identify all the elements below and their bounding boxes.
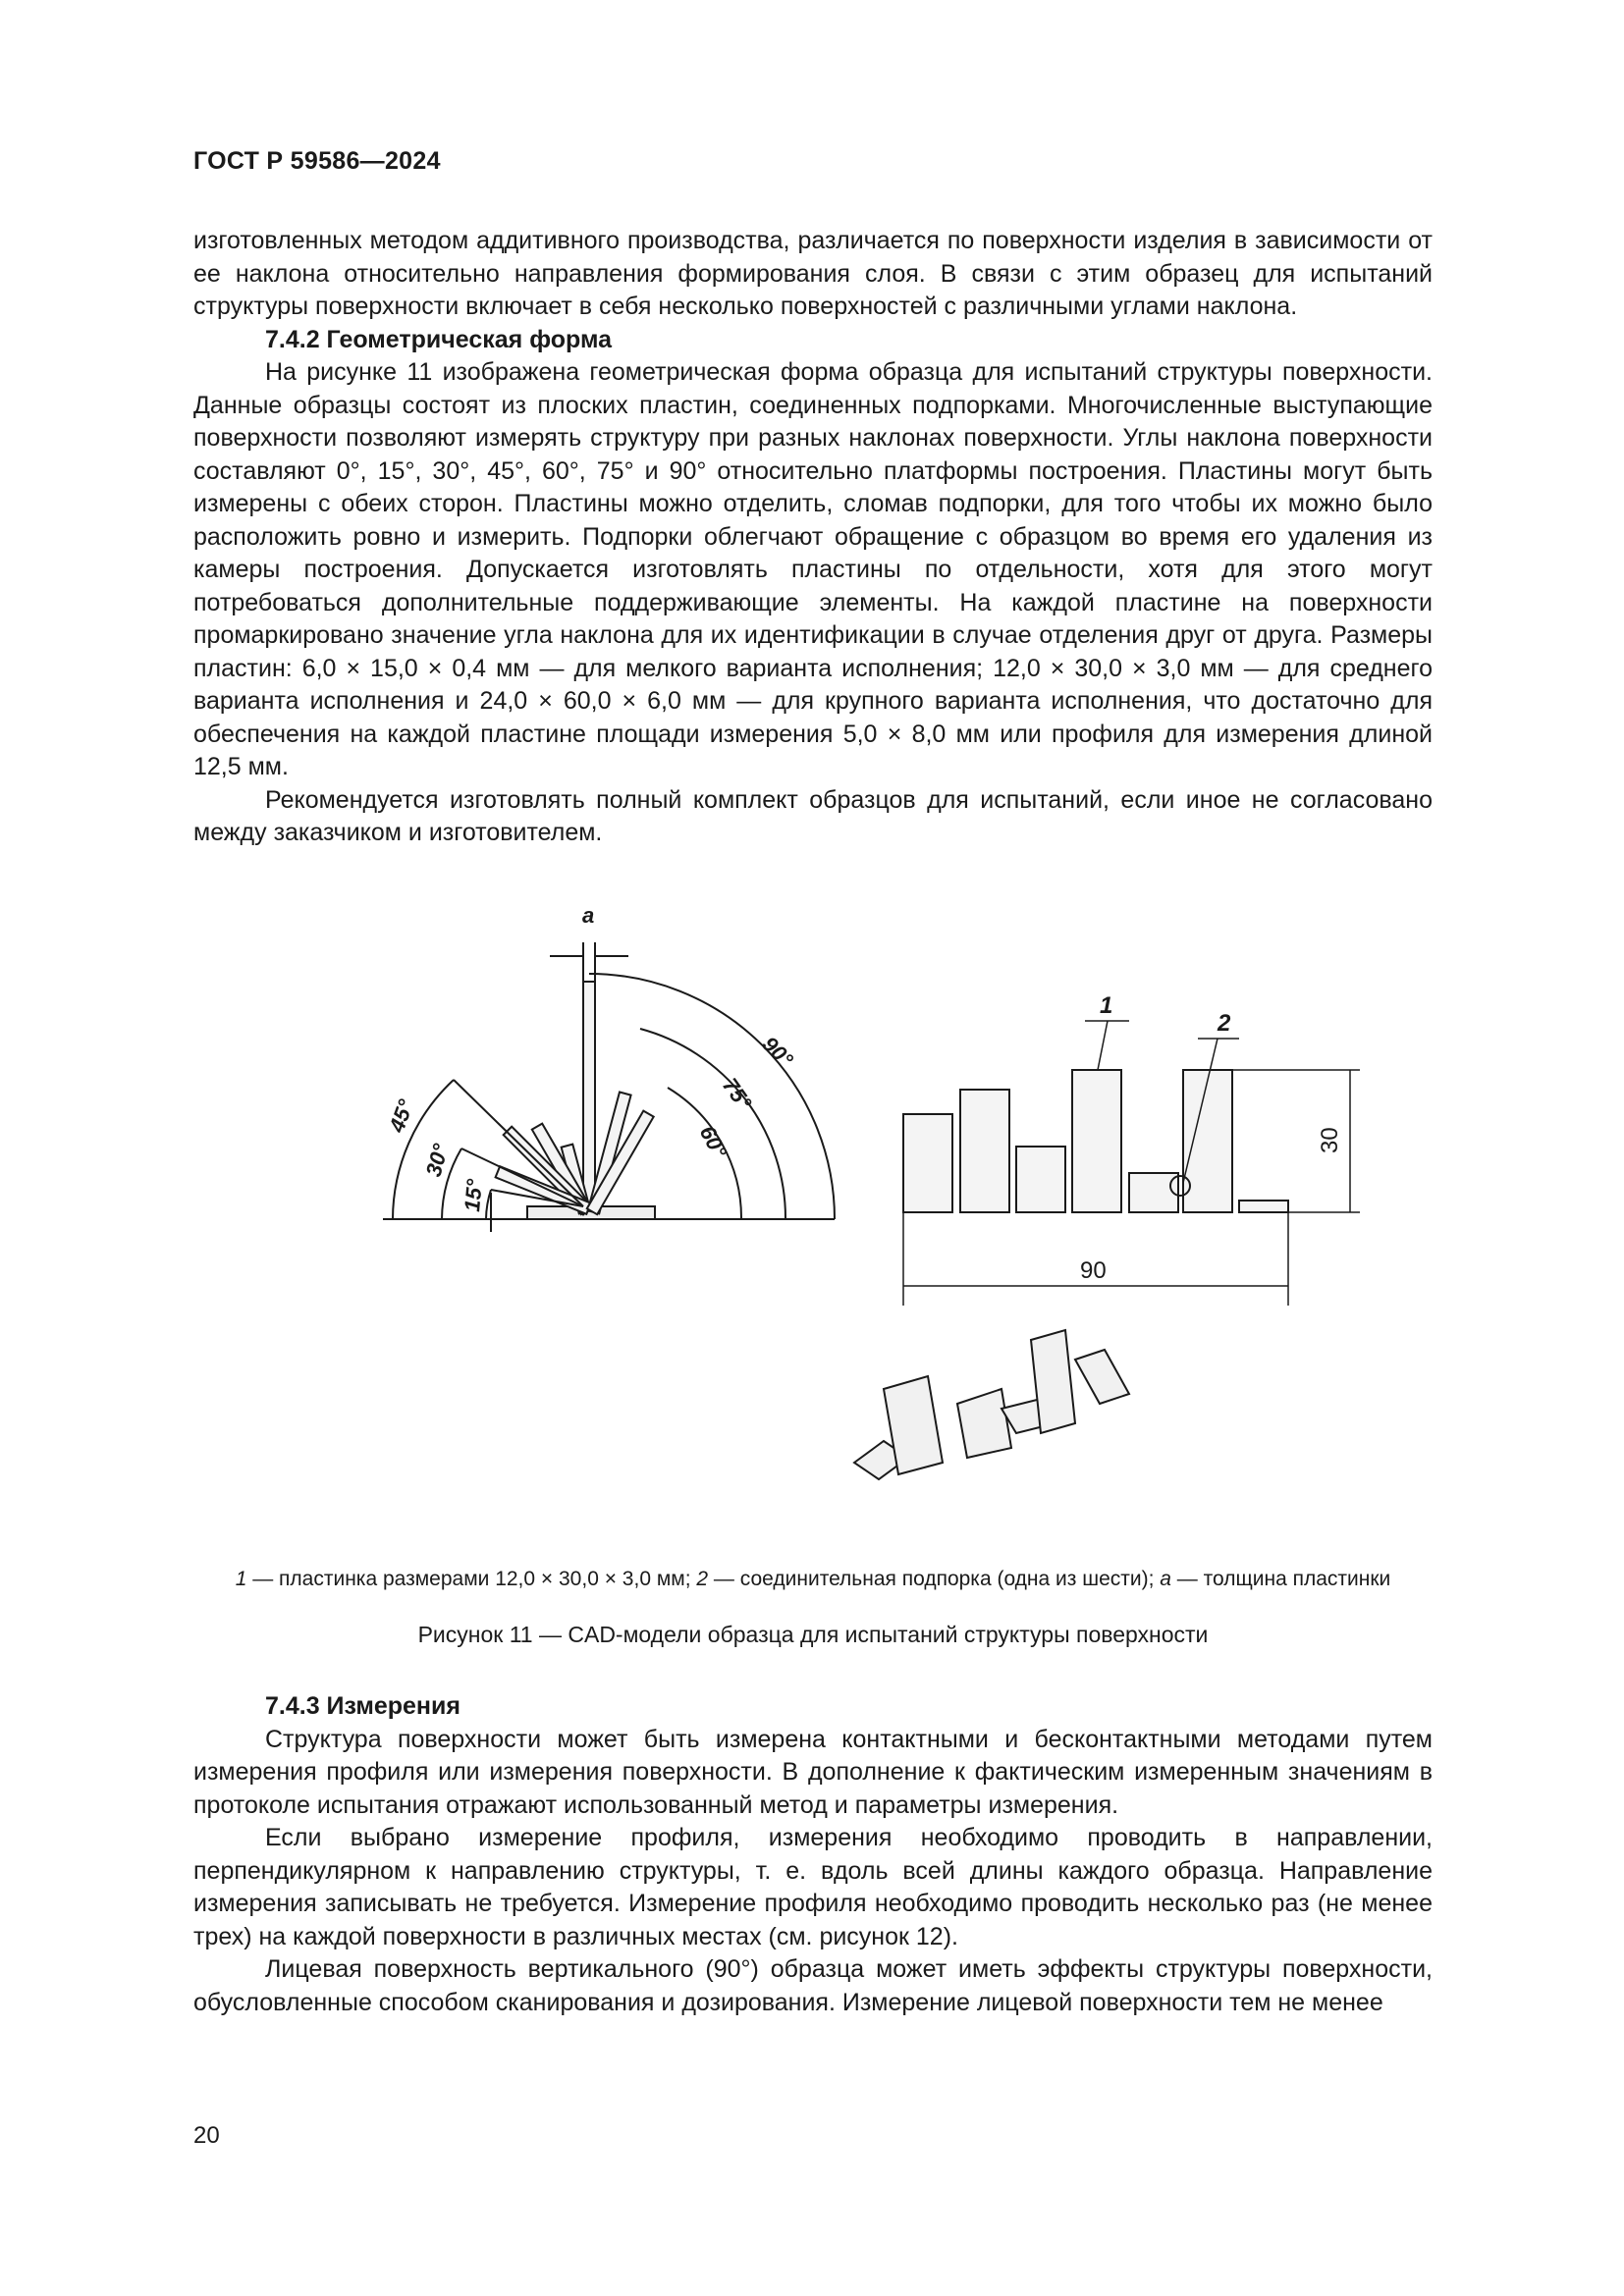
front-plate-6 — [1183, 1070, 1232, 1212]
figure-caption: Рисунок 11 — CAD-модели образца для испытаний структуры поверхности — [417, 1622, 1209, 1647]
side-view — [383, 942, 835, 1232]
angle-label-75: 75° — [717, 1073, 757, 1115]
leader-1 — [1098, 1021, 1108, 1070]
front-plate-7 — [1239, 1201, 1288, 1212]
callout-2: 2 — [1218, 1010, 1231, 1037]
legend-key-1: 1 — [235, 1568, 247, 1590]
angle-label-15: 15° — [460, 1178, 487, 1213]
section-heading-7-4-3: 7.4.3 Измерения — [265, 1692, 460, 1720]
isometric-view — [854, 1330, 1129, 1479]
iso-plate-6 — [1075, 1350, 1129, 1404]
callout-1: 1 — [1100, 992, 1113, 1019]
legend-key-2: 2 — [696, 1568, 709, 1590]
figure-legend — [193, 1568, 1433, 1591]
height-dimension: 30 — [1317, 1127, 1343, 1153]
front-plate-3 — [1016, 1147, 1065, 1212]
paragraph-measurements-3: Лицевая поверхность вертикального (90°) образца может иметь эффекты структуры поверхности, обусловленные способом сканирования и дозирования. Измерение лицевой поверхности тем не менее — [193, 1955, 1433, 2016]
front-plate-5 — [1129, 1173, 1178, 1212]
legend-text-a: — толщина пластинки — [1170, 1568, 1391, 1590]
front-plate-2 — [960, 1090, 1009, 1212]
plate-90 — [583, 982, 595, 1206]
paragraph-measurements-2: Если выбрано измерение профиля, измерения необходимо проводить в направлении, перпендикулярном к направлению структуры, т. е. вдоль всей длины каждого образца. Направление измерения записывать не требуется. Измерение профиля необходимо проводить несколько раз (не менее трех) на каждой поверхности в различных местах (см. рисунок 12). — [193, 1824, 1433, 1950]
page-number: 20 — [193, 2122, 220, 2149]
body-text-bottom — [193, 1690, 1433, 2019]
thickness-label-a: a — [582, 903, 595, 928]
iso-plate-3 — [957, 1389, 1011, 1458]
width-dimension: 90 — [1080, 1257, 1107, 1284]
angle-label-90: 90° — [757, 1031, 798, 1073]
legend-key-a: a — [1160, 1568, 1171, 1590]
angle-label-45: 45° — [384, 1095, 419, 1136]
arc-60 — [668, 1088, 741, 1219]
body-text-top — [193, 225, 1433, 850]
angle-label-30: 30° — [420, 1141, 454, 1180]
legend-text-1: — пластинка размерами 12,0 × 30,0 × 3,0 мм; — [246, 1568, 697, 1590]
section-heading-7-4-2: 7.4.2 Геометрическая форма — [265, 325, 613, 353]
angle-label-60: 60° — [694, 1121, 732, 1162]
figure-11-drawing — [0, 874, 1624, 1561]
paragraph-continuation: изготовленных методом аддитивного производства, различается по поверхности изделия в зависимости от ее наклона относительно направления формирования слоя. В связи с этим образец для испытаний структуры поверхности включает в себя несколько поверхностей с различными углами наклона. — [193, 227, 1433, 320]
paragraph-geometric-form: На рисунке 11 изображена геометрическая форма образца для испытаний структуры поверхности. Данные образцы состоят из плоских пластин, соединенных подпорками. Многочисленные выступающие поверхности позволяют измерять структуру при разных наклонах поверхности. Углы наклона поверхности составляют 0°, 15°, 30°, 45°, 60°, 75° и 90° относительно платформы построения. Пластины могут быть измерены с обеих сторон. Пластины можно отделить, сломав подпорки, для того чтобы их можно было расположить ровно и измерить. Подпорки облегчают обращение с образцом во время его удаления из камеры построения. Допускается изготовлять пластины по отдельности, хотя для этого могут потребоваться дополнительные поддерживающие элементы. На каждой пластине на поверхности промаркировано значение угла наклона для их идентификации в случае отделения друг от друга. Размеры пластин: 6,0 × 15,0 × 0,4 мм — для мелкого варианта исполнения; 12,0 × 30,0 × 3,0 мм — для среднего варианта исполнения и 24,0 × 60,0 × 6,0 мм — для крупного варианта исполнения, что достаточно для обеспечения на каждой пластине площади измерения 5,0 × 8,0 мм или профиля для измерения длиной 12,5 мм. — [193, 358, 1433, 780]
paragraph-measurements-1: Структура поверхности может быть измерена контактными и бесконтактными методами путем измерения профиля или измерения поверхности. В дополнение к фактическим измеренным значениям в протоколе испытания отражают использованный метод и параметры измерения. — [193, 1725, 1433, 1819]
front-plate-4 — [1072, 1070, 1121, 1212]
standard-designation: ГОСТ Р 59586—2024 — [193, 147, 441, 175]
paragraph-recommendation: Рекомендуется изготовлять полный комплект образцов для испытаний, если иное не согласовано между заказчиком и изготовителем. — [193, 785, 1433, 846]
front-plate-1 — [903, 1114, 952, 1212]
legend-text-2: — соединительная подпорка (одна из шести); — [708, 1568, 1161, 1590]
front-view — [903, 1070, 1288, 1212]
